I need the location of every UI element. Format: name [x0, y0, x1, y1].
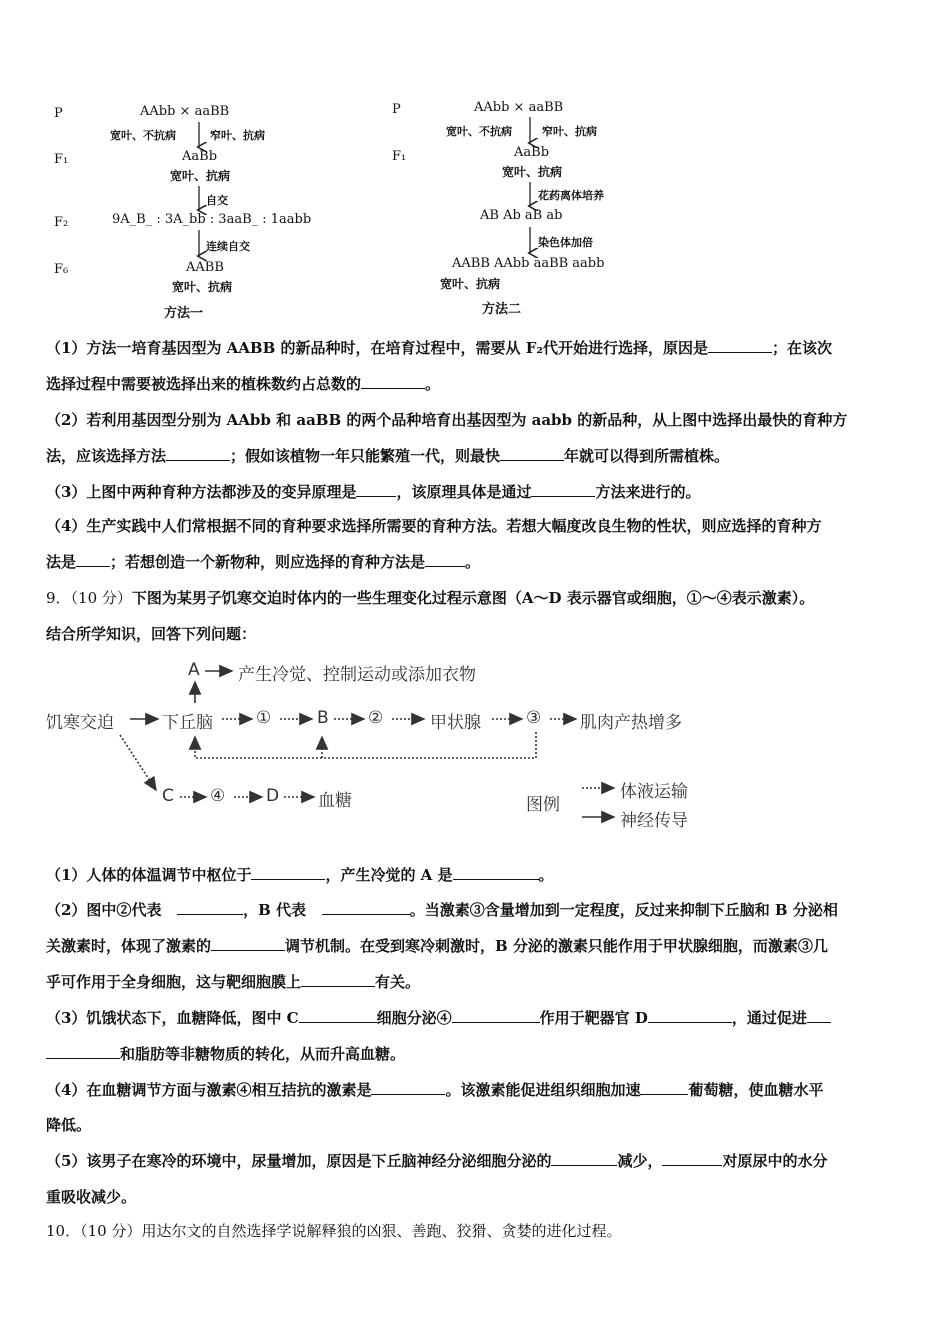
m1-p-label: P: [54, 106, 63, 121]
node-hormone-1: ①: [256, 708, 272, 728]
q8-p4-text-b: 法是: [46, 553, 77, 571]
q10-heading-text: 用达尔文的自然选择学说解释狼的凶狠、善跑、狡猾、贪婪的进化过程。: [141, 1222, 622, 1240]
q9-p1-line1: [46, 864, 554, 885]
m1-f6-geno: AABB: [186, 260, 224, 275]
q9-p2-line1: [46, 899, 838, 920]
node-hormone-2: ②: [368, 708, 384, 728]
legend-title: 图例: [526, 795, 560, 815]
m1-p-pheno-right: 窄叶、抗病: [210, 129, 265, 142]
q8-p1-text-b: ；在该次: [771, 339, 832, 357]
q8-p3-text-a: （3）上图中两种育种方法都涉及的变异原理是: [46, 483, 357, 501]
q9-heading-text2: 结合所学知识，回答下列问题：: [46, 625, 257, 643]
q9-p3-text-d: ，通过促进: [731, 1009, 807, 1027]
q9-p4-text-c: 葡萄糖，使血糖水平: [688, 1081, 824, 1099]
m2-f1-pheno: 宽叶、抗病: [502, 165, 563, 179]
q9-p3-blank-2[interactable]: [452, 1008, 540, 1023]
m1-f1-label: F₁: [54, 152, 69, 167]
q9-p5-text-c: 对原尿中的水分: [722, 1152, 828, 1170]
m2-p-pheno-right: 窄叶、抗病: [542, 125, 597, 138]
q9-p5-line1: [46, 1150, 827, 1171]
q9-p5-blank-1[interactable]: [551, 1151, 617, 1166]
q9-p2-blank-2[interactable]: [322, 900, 410, 915]
q9-p3-text-b: 细胞分泌④: [376, 1009, 452, 1027]
q8-p1-text-a: （1）方法一培育基因型为 AABB 的新品种时，在培育过程中，需要从 F₂代开始进行选择，原因是: [46, 339, 708, 357]
q9-p5-text-b: 减少，: [617, 1152, 663, 1170]
q9-p5-line2: [46, 1186, 136, 1207]
m1-f1-pheno: 宽叶、抗病: [170, 169, 231, 183]
m2-result-pheno: 宽叶、抗病: [440, 277, 501, 291]
q10-number: 10．（10 分）: [46, 1222, 142, 1240]
m1-step-continuous: 连续自交: [206, 240, 250, 253]
q9-p2-blank-1[interactable]: [177, 900, 243, 915]
q9-p4-text-a: （4）在血糖调节方面与激素④相互拮抗的激素是: [46, 1081, 372, 1099]
q9-p3-line1: [46, 1007, 831, 1028]
m1-p-pheno-left: 宽叶、不抗病: [110, 129, 176, 142]
m2-step-double: 染色体加倍: [538, 236, 593, 249]
q9-p3-line2: [46, 1043, 405, 1064]
q9-p4-blank-1[interactable]: [371, 1080, 445, 1095]
q8-p1-text-d: 。: [425, 375, 441, 393]
q9-p4-line1: [46, 1079, 823, 1100]
m1-f1-geno: AaBb: [182, 149, 218, 164]
q8-p4-text-d: 。: [465, 553, 481, 571]
q9-p4-text-d: 降低。: [46, 1116, 92, 1134]
m1-step-self: 自交: [206, 194, 228, 207]
q8-p4-text-a: （4）生产实践中人们常根据不同的育种要求选择所需要的育种方法。若想大幅度改良生物的性状，则应选择的育种方: [46, 517, 822, 535]
q9-p3-blank-3[interactable]: [648, 1008, 732, 1023]
q9-p2-text-g: 有关。: [375, 973, 421, 991]
q9-p4-line2: [46, 1114, 91, 1135]
q9-p1-blank-2[interactable]: [453, 865, 539, 880]
node-hypothalamus: 下丘脑: [162, 713, 213, 733]
q10-heading: [46, 1220, 621, 1241]
node-start: 饥寒交迫: [46, 713, 114, 733]
node-hormone-4: ④: [210, 786, 226, 806]
m2-step-anther: 花药离体培养: [538, 189, 604, 202]
node-a: A: [188, 660, 200, 680]
q8-p3-text-c: 方法来进行的。: [595, 483, 701, 501]
q9-p1-text-a: （1）人体的体温调节中枢位于: [46, 866, 252, 884]
node-a-text: 产生冷觉、控制运动或添加衣物: [238, 665, 476, 685]
node-hormone-3: ③: [526, 708, 542, 728]
q9-p3-blank-4a[interactable]: [807, 1008, 831, 1023]
q9-p3-text-c: 作用于靶器官 D: [539, 1009, 648, 1027]
q9-p3-text-a: （3）饥饿状态下，血糖降低，图中 C: [46, 1009, 299, 1027]
q9-p2-line2: [46, 935, 828, 956]
q8-p2-text-c: ；假如该植物一年只能繁殖一代，则最快: [230, 447, 501, 465]
m2-p-cross: AAbb × aaBB: [474, 100, 564, 115]
q9-number: 9．（10 分）: [46, 589, 132, 607]
q9-p1-text-c: 。: [538, 866, 554, 884]
q9-p2-text-f: 乎可作用于全身细胞，这与靶细胞膜上: [46, 973, 302, 991]
q8-p2-text-b: 法，应该选择方法: [46, 447, 167, 465]
node-c: C: [162, 786, 174, 806]
q9-p2-text-c: 。当激素③含量增加到一定程度，反过来抑制下丘脑和 B 分泌相: [409, 901, 838, 919]
q8-p2-text-a: （2）若利用基因型分别为 AAbb 和 aaBB 的两个品种培育出基因型为 aabb 的新品种，从上图中选择出最快的育种方: [46, 411, 848, 429]
feedback-loop: [195, 732, 536, 758]
q9-p3-text-e: 和脂肪等非糖物质的转化，从而升高血糖。: [120, 1045, 406, 1063]
node-b: B: [317, 708, 329, 728]
legend-nerve: 神经传导: [620, 811, 688, 831]
m2-result: AABB AAbb aaBB aabb: [452, 256, 605, 271]
arrow-start-c: [120, 735, 156, 790]
q9-p2-text-e: 调节机制。在受到寒冷刺激时，B 分泌的激素只能作用于甲状腺细胞，而激素③几: [285, 937, 828, 955]
m1-title: 方法一: [164, 306, 204, 321]
q9-p2-text-a: （2）图中②代表: [46, 901, 162, 919]
node-d: D: [266, 786, 280, 806]
node-glucose: 血糖: [318, 791, 352, 811]
q9-p2-text-b: ，B 代表: [243, 901, 307, 919]
m2-f1-label: F₁: [392, 149, 407, 164]
m1-f2-ratio: 9A_B_ : 3A_bb : 3aaB_ : 1aabb: [112, 212, 312, 227]
q9-p3-blank-4b[interactable]: [46, 1044, 120, 1059]
q8-p2-text-d: 年就可以得到所需植株。: [564, 447, 730, 465]
q9-p5-blank-2[interactable]: [662, 1151, 722, 1166]
node-muscle: 肌肉产热增多: [580, 713, 682, 733]
q8-p1-text-c: 选择过程中需要被选择出来的植株数约占总数的: [46, 375, 362, 393]
q9-heading-text: 下图为某男子饥寒交迫时体内的一些生理变化过程示意图（A～D 表示器官或细胞，①～④表示激素）。: [131, 589, 815, 607]
q9-p1-text-b: ，产生冷觉的 A 是: [325, 866, 453, 884]
q8-p3-text-b: ，该原理具体是通过: [396, 483, 532, 501]
q9-p2-blank-4[interactable]: [301, 972, 375, 987]
m2-gametes: AB Ab aB ab: [480, 208, 563, 223]
m2-f1-geno: AaBb: [514, 145, 550, 160]
m1-f2-label: F₂: [54, 215, 69, 230]
q9-p3-blank-1[interactable]: [299, 1008, 377, 1023]
q9-p2-text-d: 关激素时，体现了激素的: [46, 937, 212, 955]
q9-p2-blank-3[interactable]: [211, 936, 285, 951]
q9-p4-text-b: 。该激素能促进组织细胞加速: [445, 1081, 641, 1099]
m2-p-label: P: [392, 102, 401, 117]
legend-fluid: 体液运输: [620, 782, 688, 802]
q9-p4-blank-2[interactable]: [640, 1080, 688, 1095]
q9-p5-text-d: 重吸收减少。: [46, 1188, 137, 1206]
m2-title: 方法二: [482, 302, 522, 317]
node-thyroid: 甲状腺: [430, 713, 481, 733]
m2-p-pheno-left: 宽叶、不抗病: [446, 125, 512, 138]
q9-p5-text-a: （5）该男子在寒冷的环境中，尿量增加，原因是下丘脑神经分泌细胞分泌的: [46, 1152, 552, 1170]
q8-p4-text-c: ；若想创造一个新物种，则应选择的育种方法是: [110, 553, 426, 571]
m1-f6-label: F₆: [54, 262, 69, 277]
q9-p1-blank-1[interactable]: [251, 865, 325, 880]
q9-p2-line3: [46, 971, 420, 992]
m1-p-cross: AAbb × aaBB: [140, 104, 230, 119]
m1-f6-pheno: 宽叶、抗病: [172, 280, 233, 294]
